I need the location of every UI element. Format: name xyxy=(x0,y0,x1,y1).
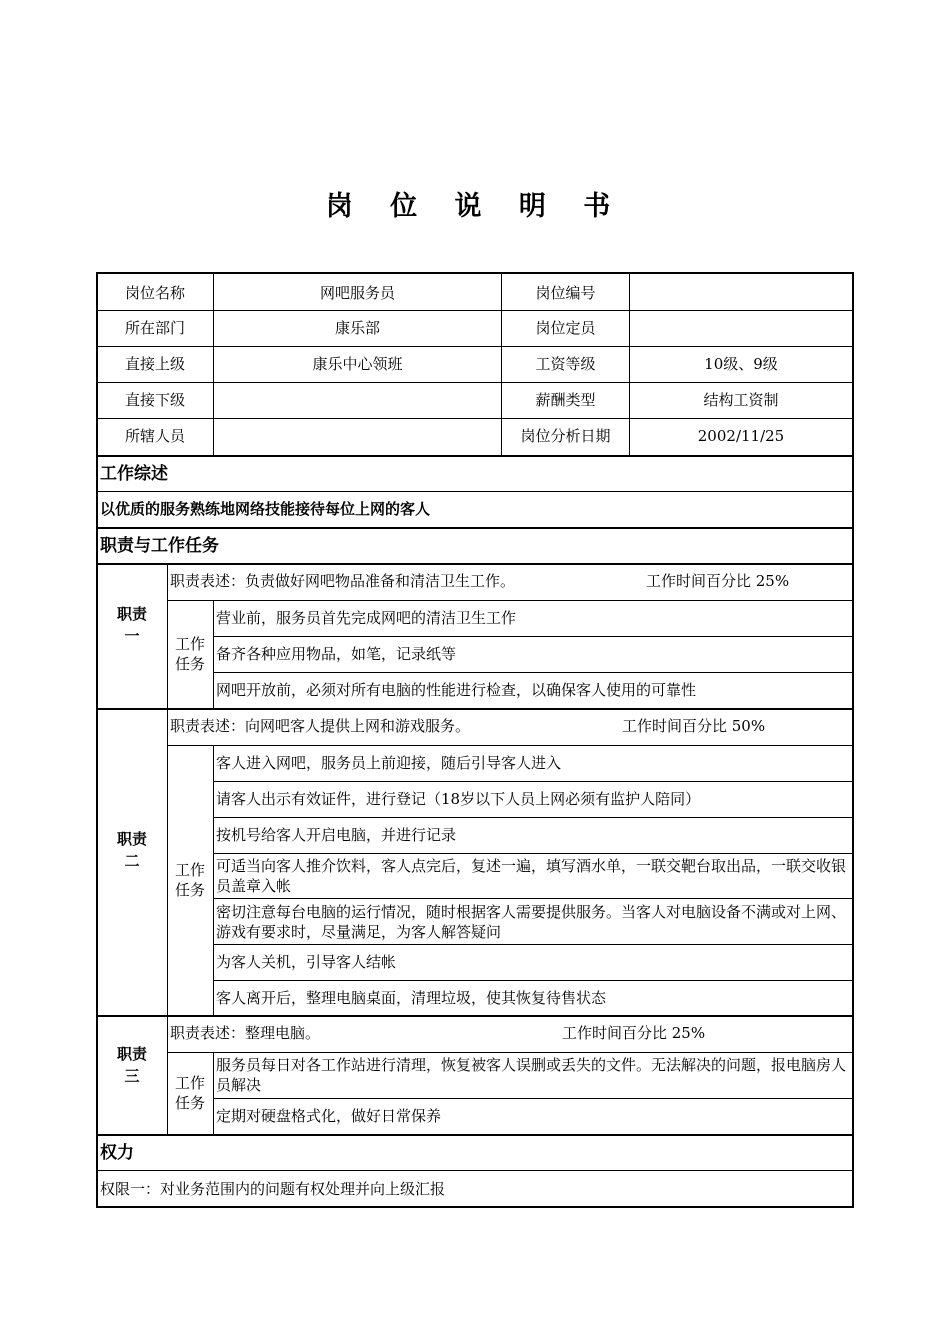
post-name-value: 网吧服务员 xyxy=(319,284,395,302)
duty-2-task-1: 客人进入网吧，服务员上前迎接，随后引导客人进入 xyxy=(216,754,562,772)
summary-text: 以优质的服务熟练地网络技能接待每位上网的客人 xyxy=(100,500,431,518)
duty-1-task-2: 备齐各种应用物品，如笔，记录纸等 xyxy=(216,645,457,663)
superior-value: 康乐中心领班 xyxy=(312,355,403,373)
duty-3-label: 职责三 xyxy=(117,1045,148,1085)
duty-1-desc: 职责表述：负责做好网吧物品准备和清洁卫生工作。 xyxy=(170,572,516,590)
duties-heading: 职责与工作任务 xyxy=(100,536,219,556)
dept-value: 康乐部 xyxy=(334,319,380,337)
dept-label: 所在部门 xyxy=(124,319,185,337)
staff-label: 所辖人员 xyxy=(124,427,185,445)
duty-2-pct: 工作时间百分比 50% xyxy=(622,717,766,735)
duty-2-task-7: 客人离开后，整理电脑桌面，清理垃圾，使其恢复待售状态 xyxy=(216,989,607,1007)
analysis-date-label: 岗位分析日期 xyxy=(520,427,611,445)
duty-1-pct: 工作时间百分比 25% xyxy=(646,572,790,590)
duty-2-task-label: 工作任务 xyxy=(174,861,205,899)
quota-label: 岗位定员 xyxy=(535,319,596,337)
post-name-label: 岗位名称 xyxy=(124,284,185,302)
duty-1-task-3: 网吧开放前，必须对所有电脑的性能进行检查，以确保客人使用的可靠性 xyxy=(216,681,697,699)
duty-3-desc: 职责表述：整理电脑。 xyxy=(170,1024,321,1042)
post-no-label: 岗位编号 xyxy=(535,284,596,302)
page-title: 岗 位 说 明 书 xyxy=(325,191,625,222)
duty-2-task-6: 为客人关机，引导客人结帐 xyxy=(216,953,397,971)
duty-2-task-2: 请客人出示有效证件，进行登记（18岁以下人员上网必须有监护人陪同） xyxy=(216,790,701,808)
summary-heading: 工作综述 xyxy=(100,464,168,484)
authority-item-1: 权限一：对业务范围内的问题有权处理并向上级汇报 xyxy=(100,1180,446,1198)
duty-3-task-1: 服务员每日对各工作站进行清理，恢复被客人误删或丢失的文件。无法解决的问题，报电脑房人员解决 xyxy=(216,1056,847,1094)
duty-3-task-2: 定期对硬盘格式化，做好日常保养 xyxy=(216,1107,442,1125)
duty-2-task-5: 密切注意每台电脑的运行情况，随时根据客人需要提供服务。当客人对电脑设备不满或对上网、游戏有要求时，尽量满足，为客人解答疑问 xyxy=(216,903,847,941)
analysis-date-value: 2002/11/25 xyxy=(697,427,785,445)
grade-value: 10级、9级 xyxy=(704,355,778,373)
duty-3-task-label: 工作任务 xyxy=(174,1074,205,1112)
duty-2-task-3: 按机号给客人开启电脑，并进行记录 xyxy=(216,826,457,844)
authority-heading: 权力 xyxy=(100,1143,134,1163)
duty-1-task-1: 营业前，服务员首先完成网吧的清洁卫生工作 xyxy=(216,609,517,627)
salary-type-label: 薪酬类型 xyxy=(535,391,596,409)
grade-label: 工资等级 xyxy=(535,355,596,373)
duty-2-label: 职责二 xyxy=(117,830,148,870)
duty-2-task-4: 可适当向客人推介饮料，客人点完后，复述一遍，填写酒水单，一联交靶台取出品，一联交收银员盖章入帐 xyxy=(216,857,847,895)
duty-1-label: 职责一 xyxy=(117,605,148,645)
superior-label: 直接上级 xyxy=(124,355,185,373)
duty-1-task-label: 工作任务 xyxy=(174,635,205,673)
salary-type-value: 结构工资制 xyxy=(703,391,779,409)
subordinate-label: 直接下级 xyxy=(124,391,185,409)
duty-3-pct: 工作时间百分比 25% xyxy=(562,1024,706,1042)
duty-2-desc: 职责表述：向网吧客人提供上网和游戏服务。 xyxy=(170,717,471,735)
